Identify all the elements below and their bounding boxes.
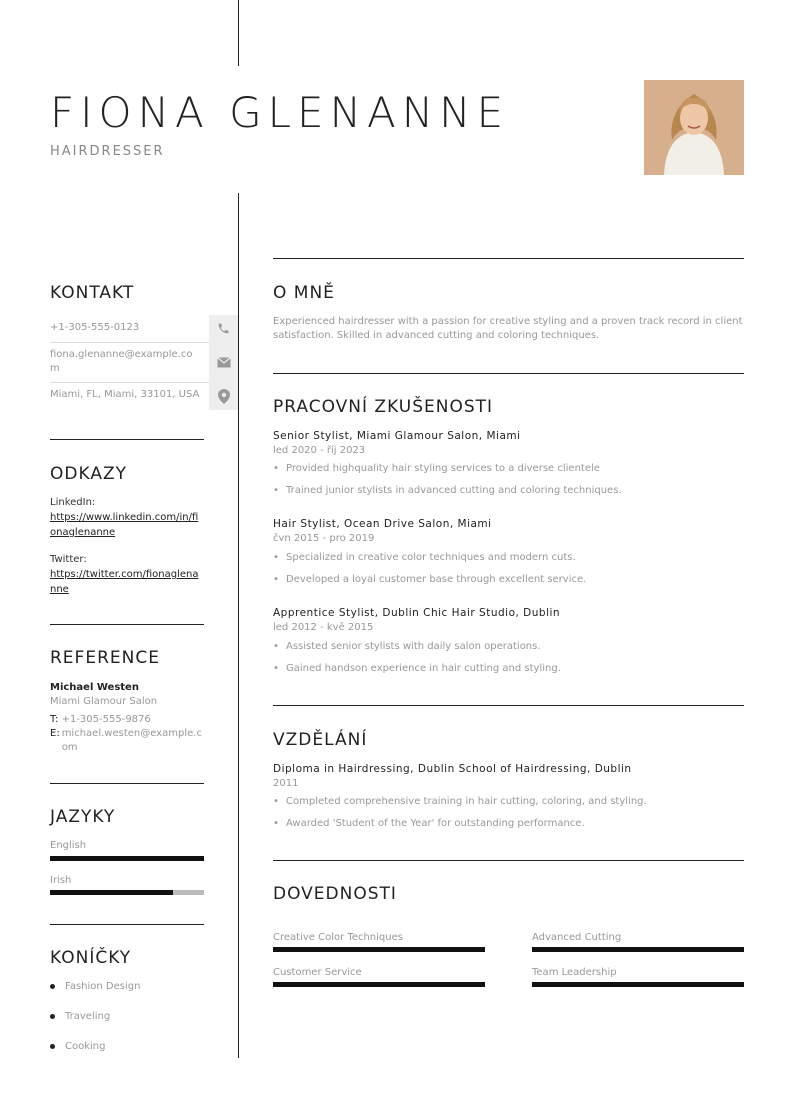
bullet-dot-icon: • bbox=[273, 552, 279, 563]
bullet-dot-icon: • bbox=[273, 796, 279, 807]
skill-name: Advanced Cutting bbox=[532, 932, 622, 943]
skills-section-title: DOVEDNOSTI bbox=[273, 884, 397, 904]
bullet-dot-icon: • bbox=[273, 485, 279, 496]
job-bullet-text: Trained junior stylists in advanced cutting and coloring techniques. bbox=[286, 485, 622, 496]
about-section-title: O MNĚ bbox=[273, 283, 335, 303]
reference-company: Miami Glamour Salon bbox=[50, 696, 158, 707]
bullet-dot-icon: • bbox=[273, 574, 279, 585]
job-bullet-text: Specialized in creative color techniques and modern cuts. bbox=[286, 552, 576, 563]
experience-section-title: PRACOVNÍ ZKUŠENOSTI bbox=[273, 397, 494, 417]
bullet-dot-icon bbox=[50, 1044, 55, 1049]
language-level-fill bbox=[50, 890, 173, 895]
linkedin-link[interactable]: https://www.linkedin.com/in/fionaglenanne bbox=[50, 512, 199, 538]
job-bullet-text: Gained handson experience in hair cutting and styling. bbox=[286, 663, 561, 674]
reference-phone-line bbox=[50, 713, 204, 727]
language-level-bar bbox=[50, 890, 204, 895]
sidebar-vertical-divider bbox=[238, 193, 239, 1058]
job-title: Hair Stylist, Ocean Drive Salon, Miami bbox=[273, 518, 492, 530]
bullet-dot-icon: • bbox=[273, 463, 279, 474]
job-bullet bbox=[273, 574, 586, 585]
reference-name: Michael Westen bbox=[50, 682, 139, 693]
section-divider bbox=[273, 860, 744, 861]
education-bullet bbox=[273, 818, 585, 829]
reference-email[interactable]: michael.westen@example.com bbox=[61, 728, 202, 753]
sidebar-divider bbox=[50, 624, 204, 625]
education-bullet bbox=[273, 796, 647, 807]
candidate-role: HAIRDRESSER bbox=[50, 144, 165, 159]
contact-phone-row bbox=[50, 315, 238, 343]
skill-name: Creative Color Techniques bbox=[273, 932, 403, 943]
twitter-label: Twitter: bbox=[50, 554, 87, 565]
contact-email[interactable]: fiona.glenanne@example.com bbox=[50, 349, 193, 374]
portrait-image bbox=[644, 80, 744, 175]
phone-icon bbox=[209, 315, 238, 342]
reference-email-label: E: bbox=[50, 728, 60, 739]
languages-section-title: JAZYKY bbox=[50, 807, 116, 827]
contact-email-row bbox=[50, 342, 238, 383]
top-vertical-divider bbox=[238, 0, 239, 66]
job-bullet bbox=[273, 663, 561, 674]
language-name: Irish bbox=[50, 875, 72, 886]
section-divider bbox=[273, 258, 744, 259]
skill-name: Customer Service bbox=[273, 967, 362, 978]
language-level-fill bbox=[50, 856, 204, 861]
bullet-dot-icon: • bbox=[273, 663, 279, 674]
reference-email-line bbox=[50, 727, 204, 755]
hobby-label: Cooking bbox=[65, 1041, 106, 1052]
bullet-dot-icon: • bbox=[273, 818, 279, 829]
skill-level-bar bbox=[273, 947, 485, 952]
about-text: Experienced hairdresser with a passion for creative styling and a proven track record in client satisfaction. Skilled in advanced cutting and coloring techniques. bbox=[273, 316, 743, 341]
hobby-label: Traveling bbox=[65, 1011, 111, 1022]
job-bullet-text: Assisted senior stylists with daily salon operations. bbox=[286, 641, 541, 652]
links-section-title: ODKAZY bbox=[50, 464, 127, 484]
reference-phone-label: T: bbox=[50, 714, 59, 725]
candidate-name: FIONA GLENANNE bbox=[50, 88, 510, 137]
contact-phone[interactable]: +1-305-555-0123 bbox=[50, 322, 140, 333]
education-year: 2011 bbox=[273, 778, 299, 789]
twitter-link[interactable]: https://twitter.com/fionaglenanne bbox=[50, 569, 199, 595]
education-bullet-text: Completed comprehensive training in hair cutting, coloring, and styling. bbox=[286, 796, 647, 807]
bullet-dot-icon bbox=[50, 984, 55, 989]
bullet-dot-icon bbox=[50, 1014, 55, 1019]
job-date: čvn 2015 - pro 2019 bbox=[273, 533, 375, 544]
sidebar-divider bbox=[50, 783, 204, 784]
job-date: led 2020 - říj 2023 bbox=[273, 445, 366, 456]
location-pin-icon bbox=[209, 382, 238, 410]
education-degree: Diploma in Hairdressing, Dublin School of Hairdressing, Dublin bbox=[273, 763, 632, 775]
skill-level-bar bbox=[532, 982, 744, 987]
hobby-item bbox=[50, 1011, 110, 1022]
section-divider bbox=[273, 705, 744, 706]
education-section-title: VZDĚLÁNÍ bbox=[273, 730, 368, 750]
bullet-dot-icon: • bbox=[273, 641, 279, 652]
reference-section-title: REFERENCE bbox=[50, 648, 160, 668]
education-bullet-text: Awarded 'Student of the Year' for outstanding performance. bbox=[286, 818, 585, 829]
job-title: Apprentice Stylist, Dublin Chic Hair Studio, Dublin bbox=[273, 607, 561, 619]
job-bullet bbox=[273, 463, 600, 474]
reference-phone[interactable]: +1-305-555-9876 bbox=[61, 714, 151, 725]
hobby-item bbox=[50, 981, 140, 992]
skill-level-bar bbox=[532, 947, 744, 952]
hobbies-section-title: KONÍČKY bbox=[50, 948, 132, 968]
profile-photo bbox=[644, 80, 744, 175]
job-bullet bbox=[273, 552, 576, 563]
contact-address-row bbox=[50, 382, 238, 410]
contact-section-title: KONTAKT bbox=[50, 283, 135, 303]
skill-name: Team Leadership bbox=[532, 967, 617, 978]
hobby-label: Fashion Design bbox=[65, 981, 141, 992]
sidebar-divider bbox=[50, 439, 204, 440]
skill-level-bar bbox=[273, 982, 485, 987]
job-bullet-text: Developed a loyal customer base through excellent service. bbox=[286, 574, 587, 585]
job-date: led 2012 - kvě 2015 bbox=[273, 622, 374, 633]
sidebar-divider bbox=[50, 924, 204, 925]
hobby-item bbox=[50, 1041, 105, 1052]
section-divider bbox=[273, 373, 744, 374]
job-bullet bbox=[273, 641, 541, 652]
language-name: English bbox=[50, 840, 87, 851]
job-bullet-text: Provided highquality hair styling services to a diverse clientele bbox=[286, 463, 600, 474]
job-title: Senior Stylist, Miami Glamour Salon, Miami bbox=[273, 430, 521, 442]
job-bullet bbox=[273, 485, 622, 496]
contact-address: Miami, FL, Miami, 33101, USA bbox=[50, 389, 200, 400]
envelope-icon bbox=[209, 342, 238, 382]
linkedin-label: LinkedIn: bbox=[50, 497, 96, 508]
language-level-bar bbox=[50, 856, 204, 861]
